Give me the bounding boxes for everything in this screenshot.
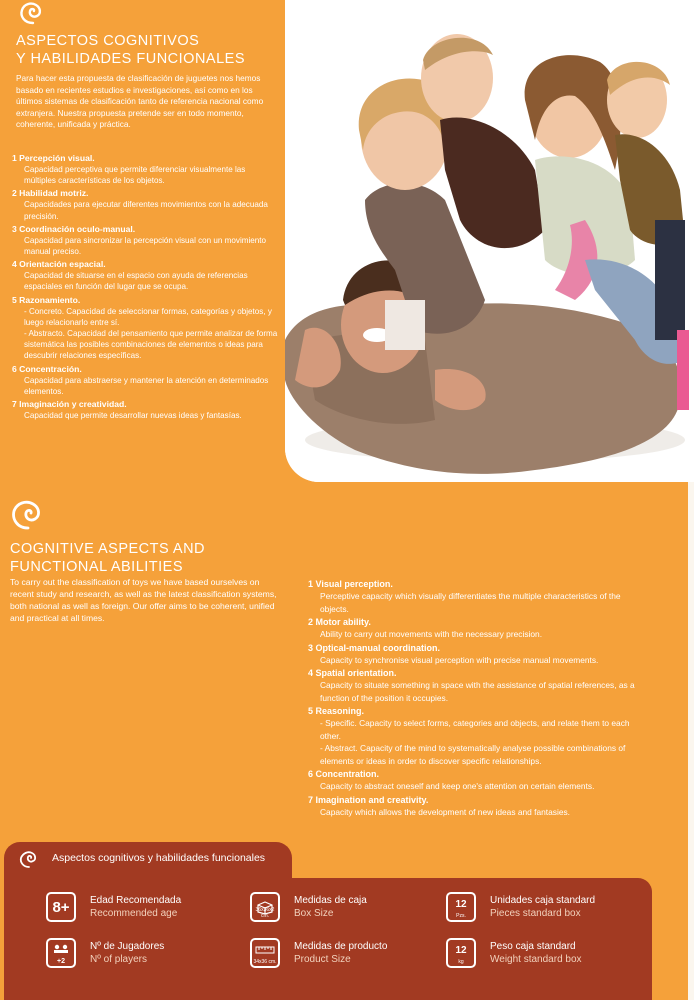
ability-heading: 7 Imagination and creativity. [308, 794, 429, 805]
list-item [308, 578, 648, 615]
spanish-title-line2: Y HABILIDADES FUNCIONALES [16, 51, 245, 67]
feature-label [90, 940, 164, 966]
list-item [308, 705, 648, 767]
ability-description: Perceptive capacity which visually differentiates the multiple characteristics of the objects. [320, 591, 621, 614]
feature-label-en: Nº of players [90, 954, 148, 965]
feature-label-en: Pieces standard box [490, 908, 581, 919]
english-title-line1: COGNITIVE ASPECTS AND [10, 541, 206, 557]
spanish-title-line1: ASPECTOS COGNITIVOS [16, 33, 200, 49]
feature-label-es: Medidas de caja [294, 895, 367, 906]
ability-heading: 5 Reasoning. [308, 706, 365, 716]
ability-description-secondary: - Abstract. Capacity of the mind to systematically analyse possible combinations of elements or ideas in order to discover specific relationships. [320, 743, 626, 766]
ability-description-secondary: - Abstracto. Capacidad del pensamiento que permite analizar de forma sistemática las posibles combinaciones de elementos o ideas para descubrir relaciones específicas. [24, 329, 278, 361]
ability-heading: 2 Habilidad motriz. [12, 188, 89, 199]
pieces-box-unit: Pzs. [456, 913, 466, 919]
ability-description: Capacidades para ejecutar diferentes movimientos con la adecuada precisión. [24, 200, 268, 221]
feature-label-en: Product Size [294, 954, 351, 965]
ability-heading: 1 Percepción visual. [12, 153, 95, 163]
ability-description: Capacidad perceptiva que permite diferenciar visualmente las múltiples características de los objetos. [24, 165, 246, 186]
ability-heading: 6 Concentración. [12, 363, 82, 374]
two-players-icon [52, 944, 70, 954]
ability-description: Capacidad que permite desarrollar nuevas ideas y fantasías. [24, 411, 242, 421]
ability-heading: 5 Razonamiento. [12, 294, 81, 305]
feature-label-es: Nº de Jugadores [90, 941, 165, 952]
spiral-logo-icon [18, 849, 40, 869]
pieces-box-value: 12 [455, 898, 467, 910]
ruler-icon [255, 945, 275, 955]
list-item [12, 364, 278, 397]
ability-description: Capacity to abstract oneself and keep one's attention on certain elements. [320, 781, 595, 791]
feature-players [46, 938, 164, 968]
spiral-logo-icon [16, 0, 50, 26]
family-photo [285, 0, 694, 482]
feature-label-es: Unidades caja standard [490, 895, 596, 906]
list-item [308, 794, 648, 819]
feature-label [490, 894, 595, 920]
family-photo-illustration [285, 0, 694, 482]
ability-heading: 2 Motor ability. [308, 617, 371, 627]
ability-heading: 6 Concentration. [308, 769, 380, 779]
ability-description: - Concreto. Capacidad de seleccionar formas, categorías y objetos, y luego relacionarlo entre sí. [24, 306, 272, 327]
feature-label-es: Edad Recomendada [90, 895, 182, 906]
feature-label-es: Peso caja standard [490, 941, 576, 952]
box-size-icon [250, 892, 280, 922]
feature-label [294, 940, 387, 966]
spanish-intro: Para hacer esta propuesta de clasificación de juguetes nos hemos basado en recientes estudios e investigaciones, así como en los últimos sistemas de clasificación tanto de referencia nacional como extranjera. Nuestra propuesta pretende ser en todo momento, coherente, unificada y práctica. [16, 73, 264, 130]
page-edge [688, 482, 694, 1000]
feature-label-en: Recommended age [90, 908, 178, 919]
ability-description: Capacity which allows the development of new ideas and fantasies. [320, 806, 570, 817]
list-item [12, 188, 278, 221]
feature-pieces-box [446, 892, 595, 922]
weight-unit: kg [458, 959, 464, 965]
english-title-line2: FUNCTIONAL ABILITIES [10, 559, 184, 575]
weight-icon [446, 938, 476, 968]
pieces-box-icon [446, 892, 476, 922]
list-item [308, 667, 648, 704]
list-item [12, 224, 278, 257]
banner-title: Aspectos cognitivos y habilidades funcionales [52, 852, 266, 864]
list-item [308, 616, 648, 641]
spiral-logo-icon [8, 498, 48, 532]
feature-label-en: Box Size [294, 908, 334, 919]
ability-description: Capacidad de situarse en el espacio con ayuda de referencias espaciales en función del lugar que se ocupa. [24, 271, 248, 292]
feature-label [490, 940, 582, 966]
ability-description: Capacidad para sincronizar la percepción visual con un movimiento manual preciso. [24, 235, 267, 257]
weight-value: 12 [455, 944, 467, 956]
ability-heading: 4 Orientación espacial. [12, 259, 106, 270]
english-title [10, 540, 290, 576]
box-size-value: 36x36x2 cm. [255, 907, 275, 919]
list-item [12, 399, 278, 421]
feature-label-es: Medidas de producto [294, 941, 388, 952]
feature-box-size [250, 892, 367, 922]
product-size-value: 34x36 cm. [253, 959, 277, 965]
players-icon [46, 938, 76, 968]
ability-description: - Specific. Capacity to select forms, categories and objects, and relate them to each other. [320, 718, 630, 741]
age-badge-icon [46, 892, 76, 922]
spanish-title [16, 32, 278, 68]
ability-description: Capacity to situate something in space with the assistance of spatial references, as a function of the position it occupies. [320, 680, 635, 703]
feature-label-en: Weight standard box [490, 954, 582, 965]
ability-heading: 3 Optical-manual coordination. [308, 642, 441, 653]
english-ability-list [308, 578, 648, 819]
list-item [12, 259, 278, 292]
ability-description: Capacidad para abstraerse y mantener la atención en determinados elementos. [24, 375, 269, 396]
product-size-icon [250, 938, 280, 968]
feature-label [90, 894, 181, 920]
list-item [12, 295, 278, 362]
english-intro: To carry out the classification of toys we have based ourselves on recent study and research, as well as the latest classification systems, both national as well as foreign. Our offer aims to be coherent, unified and practical at all times. [10, 577, 277, 623]
ability-heading: 4 Spatial orientation. [308, 668, 397, 678]
spanish-ability-list [12, 153, 278, 423]
feature-age [46, 892, 181, 922]
feature-weight [446, 938, 582, 968]
age-badge-value: 8+ [52, 898, 70, 916]
feature-product-size [250, 938, 387, 968]
ability-heading: 3 Coordinación oculo-manual. [12, 223, 136, 234]
list-item [12, 153, 278, 186]
ability-description: Capacity to synchronise visual perception with precise manual movements. [320, 654, 599, 665]
list-item [308, 642, 648, 667]
feature-label [294, 894, 367, 920]
ability-heading: 1 Visual perception. [308, 579, 393, 589]
players-value: +2 [57, 958, 65, 965]
ability-description: Ability to carry out movements with the necessary precision. [320, 629, 543, 639]
ability-heading: 7 Imaginación y creatividad. [12, 399, 127, 410]
list-item [308, 768, 648, 793]
